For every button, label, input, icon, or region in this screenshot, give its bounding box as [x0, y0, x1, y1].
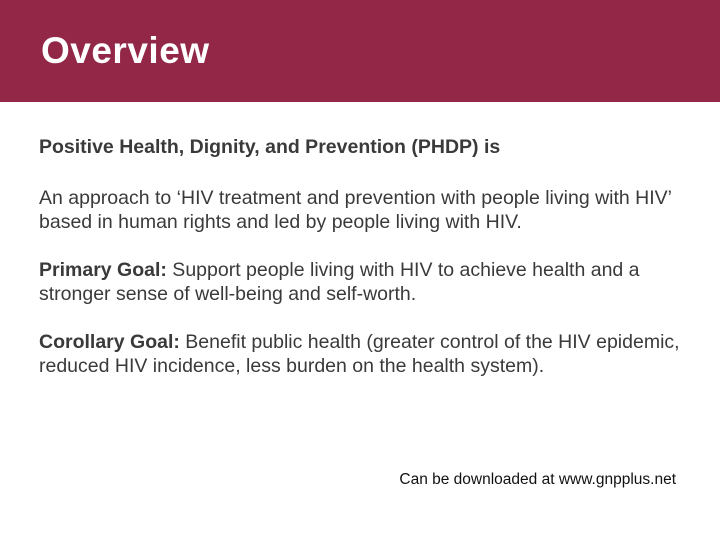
lead-statement: Positive Health, Dignity, and Prevention (PHDP) is	[39, 136, 501, 158]
slide-title: Overview	[41, 30, 210, 71]
corollary-goal-paragraph	[39, 330, 689, 378]
primary-goal-paragraph	[39, 258, 689, 306]
definition-paragraph: An approach to ‘HIV treatment and prevention with people living with HIV’ based in human rights and led by people living with HIV.	[39, 187, 672, 233]
primary-goal-label: Primary Goal:	[39, 259, 167, 281]
corollary-goal-text: Benefit public health (greater control of the HIV epidemic, reduced HIV incidence, less burden on the health system).	[39, 331, 680, 377]
primary-goal-text: Support people living with HIV to achieve health and a stronger sense of well-being and self-worth.	[39, 259, 640, 305]
corollary-goal-label: Corollary Goal:	[39, 331, 180, 353]
download-footnote: Can be downloaded at www.gnpplus.net	[399, 471, 676, 488]
title-bar	[0, 0, 720, 102]
slide-content	[39, 135, 689, 378]
